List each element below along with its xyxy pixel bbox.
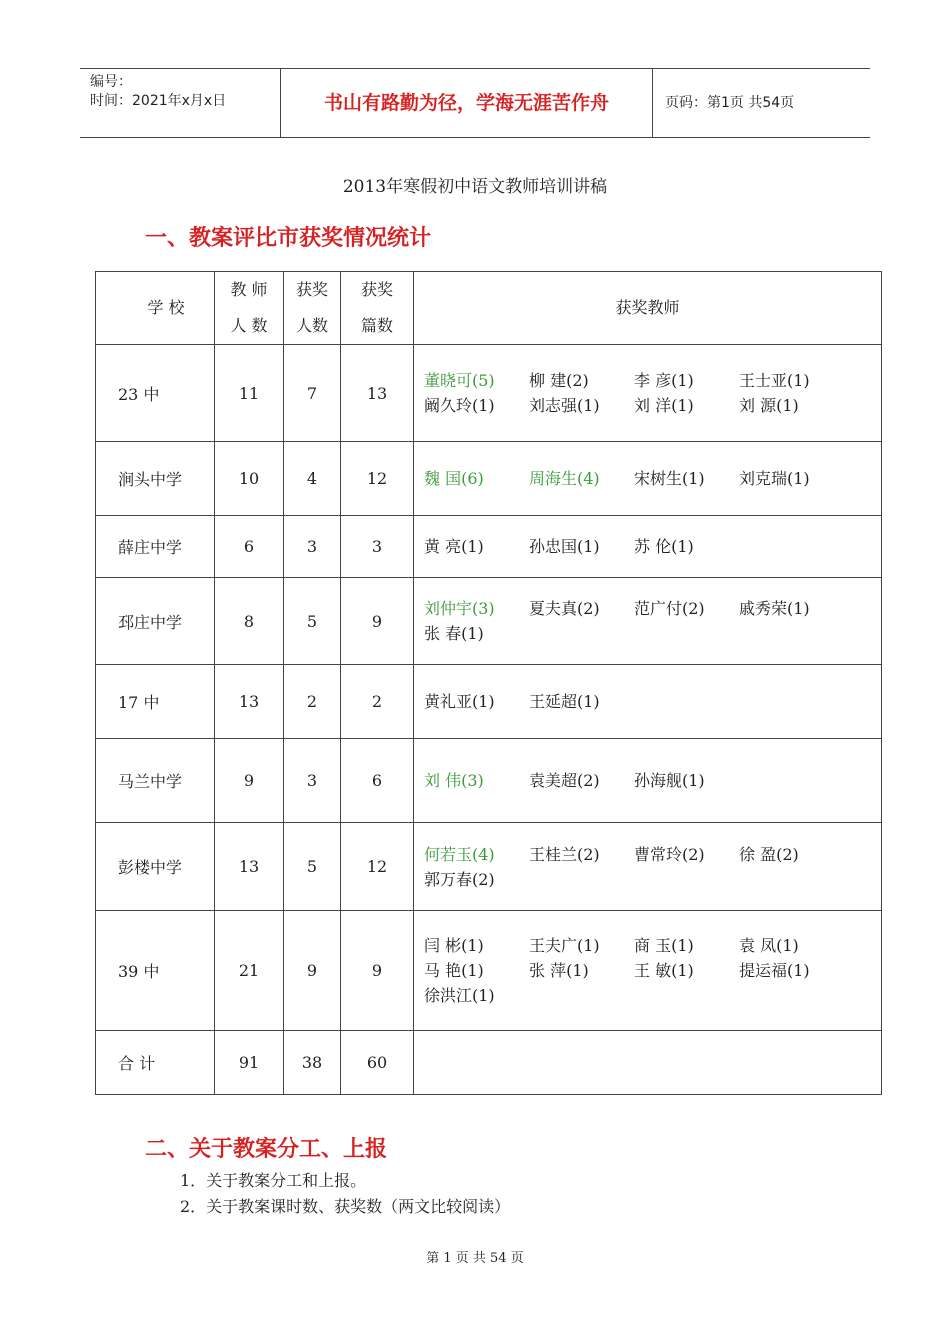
teacher-name: 戚秀荣(1) [739, 599, 810, 618]
papers-count-cell: 9 [341, 578, 414, 665]
award-teachers-cell [414, 442, 882, 516]
teacher-name: 徐 盈(2) [739, 844, 799, 864]
teachers-count-cell: 6 [215, 516, 284, 578]
award-teachers-cell [414, 665, 882, 739]
award-teachers-cell [414, 1031, 882, 1095]
winners-count-cell: 9 [284, 911, 341, 1031]
document-header [80, 68, 870, 138]
school-cell: 23 中 [96, 345, 215, 442]
table-row [96, 516, 882, 578]
teacher-name: 孙海舰(1) [634, 771, 705, 790]
teacher-line [424, 867, 881, 892]
teacher-name: 王桂兰(2) [529, 844, 600, 864]
teacher-name: 李 彦(1) [634, 371, 694, 390]
award-teachers-cell [414, 911, 882, 1031]
teacher-name: 魏 国(6) [424, 469, 484, 488]
table-row [96, 345, 882, 442]
teacher-line [424, 842, 881, 867]
teacher-name: 何若玉(4) [424, 844, 495, 864]
table-row [96, 911, 882, 1031]
award-teachers-cell [414, 739, 882, 823]
teacher-name: 周海生(4) [529, 469, 600, 488]
papers-count-cell: 60 [341, 1031, 414, 1095]
teacher-name: 阚久玲(1) [424, 396, 495, 415]
teacher-line [424, 466, 881, 491]
teachers-count-cell: 8 [215, 578, 284, 665]
school-cell: 涧头中学 [96, 442, 215, 516]
section2-heading: 二、关于教案分工、上报 [145, 1137, 388, 1162]
teacher-name: 袁 凤(1) [739, 936, 799, 955]
teacher-line [424, 933, 881, 958]
teacher-name: 徐洪江(1) [424, 986, 495, 1005]
teacher-name: 刘 伟(3) [424, 771, 484, 790]
teacher-line [424, 983, 881, 1008]
list-item: 2．关于教案课时数、获奖数（两文比较阅读） [180, 1197, 511, 1216]
teacher-name: 孙忠国(1) [529, 537, 600, 556]
code-label: 编号： [90, 74, 132, 90]
papers-count-cell: 6 [341, 739, 414, 823]
winners-count-cell: 3 [284, 516, 341, 578]
table-body [96, 345, 882, 1095]
header-teachers: 教 师 人 数 [215, 272, 284, 345]
teacher-name: 夏夫真(2) [529, 599, 600, 618]
section1-heading: 一、教案评比市获奖情况统计 [145, 226, 432, 251]
table-row [96, 739, 882, 823]
papers-count-cell: 3 [341, 516, 414, 578]
list-item: 1．关于教案分工和上报。 [180, 1171, 367, 1190]
papers-count-cell: 13 [341, 345, 414, 442]
teacher-line [424, 368, 881, 393]
teacher-line [424, 689, 881, 714]
section2-list [180, 1168, 510, 1220]
teacher-name: 商 玉(1) [634, 936, 694, 955]
teachers-count-cell: 13 [215, 823, 284, 911]
teacher-line [424, 534, 881, 559]
teacher-name: 郭万春(2) [424, 869, 495, 889]
teacher-name: 王士亚(1) [739, 371, 810, 390]
table-header-row [96, 272, 882, 345]
winners-count-cell: 7 [284, 345, 341, 442]
header-award-teachers: 获奖教师 [414, 272, 882, 345]
teacher-name: 刘仲宇(3) [424, 599, 495, 618]
teacher-name: 张 萍(1) [529, 961, 589, 980]
teacher-name: 提运福(1) [739, 961, 810, 980]
header-page-info: 页码：第1页 共54页 [665, 95, 795, 111]
teacher-name: 黄礼亚(1) [424, 692, 495, 711]
papers-count-cell: 12 [341, 442, 414, 516]
teacher-name: 刘志强(1) [529, 396, 600, 415]
school-cell: 马兰中学 [96, 739, 215, 823]
header-school: 学 校 [96, 272, 215, 345]
school-cell: 邳庄中学 [96, 578, 215, 665]
header-papers: 获奖 篇数 [341, 272, 414, 345]
teacher-name: 王延超(1) [529, 692, 600, 711]
school-cell: 17 中 [96, 665, 215, 739]
teacher-name: 王 敏(1) [634, 961, 694, 980]
teacher-name: 王夫广(1) [529, 936, 600, 955]
teacher-name: 苏 伦(1) [634, 537, 694, 556]
winners-count-cell: 4 [284, 442, 341, 516]
school-cell: 薛庄中学 [96, 516, 215, 578]
teachers-count-cell: 91 [215, 1031, 284, 1095]
winners-count-cell: 5 [284, 578, 341, 665]
school-cell: 合 计 [96, 1031, 215, 1095]
teacher-line [424, 393, 881, 418]
award-teachers-cell [414, 823, 882, 911]
table-row [96, 665, 882, 739]
page-footer: 第 1 页 共 54 页 [426, 1251, 524, 1266]
teacher-name: 范广付(2) [634, 599, 705, 618]
teacher-line [424, 621, 881, 646]
table-row [96, 1031, 882, 1095]
time-label: 时间：2021年x月x日 [90, 93, 227, 109]
header-meta [80, 69, 281, 137]
teacher-name: 刘克瑞(1) [739, 469, 810, 488]
awards-table [95, 271, 882, 1095]
teacher-name: 黄 亮(1) [424, 537, 484, 556]
teacher-name: 董晓可(5) [424, 371, 495, 390]
teacher-name: 马 艳(1) [424, 961, 484, 980]
document-title: 2013年寒假初中语文教师培训讲稿 [342, 177, 608, 197]
award-teachers-cell [414, 345, 882, 442]
award-teachers-cell [414, 516, 882, 578]
papers-count-cell: 9 [341, 911, 414, 1031]
award-teachers-cell [414, 578, 882, 665]
header-winners: 获奖 人数 [284, 272, 341, 345]
school-cell: 39 中 [96, 911, 215, 1031]
table-row [96, 823, 882, 911]
papers-count-cell: 2 [341, 665, 414, 739]
winners-count-cell: 38 [284, 1031, 341, 1095]
teachers-count-cell: 11 [215, 345, 284, 442]
header-motto: 书山有路勤为径，学海无涯苦作舟 [281, 69, 653, 137]
papers-count-cell: 12 [341, 823, 414, 911]
teacher-line [424, 958, 881, 983]
teacher-name: 柳 建(2) [529, 371, 589, 390]
teacher-name: 张 春(1) [424, 624, 484, 643]
teacher-name: 袁美超(2) [529, 771, 600, 790]
teachers-count-cell: 21 [215, 911, 284, 1031]
teachers-count-cell: 10 [215, 442, 284, 516]
teacher-name: 闫 彬(1) [424, 936, 484, 955]
teacher-line [424, 768, 881, 793]
teacher-name: 刘 洋(1) [634, 396, 694, 415]
table-row [96, 442, 882, 516]
teacher-line [424, 596, 881, 621]
teacher-name: 刘 源(1) [739, 396, 799, 415]
teacher-name: 曹常玲(2) [634, 844, 705, 864]
winners-count-cell: 5 [284, 823, 341, 911]
teachers-count-cell: 13 [215, 665, 284, 739]
winners-count-cell: 3 [284, 739, 341, 823]
teacher-name: 宋树生(1) [634, 469, 705, 488]
school-cell: 彭楼中学 [96, 823, 215, 911]
table-row [96, 578, 882, 665]
teachers-count-cell: 9 [215, 739, 284, 823]
winners-count-cell: 2 [284, 665, 341, 739]
